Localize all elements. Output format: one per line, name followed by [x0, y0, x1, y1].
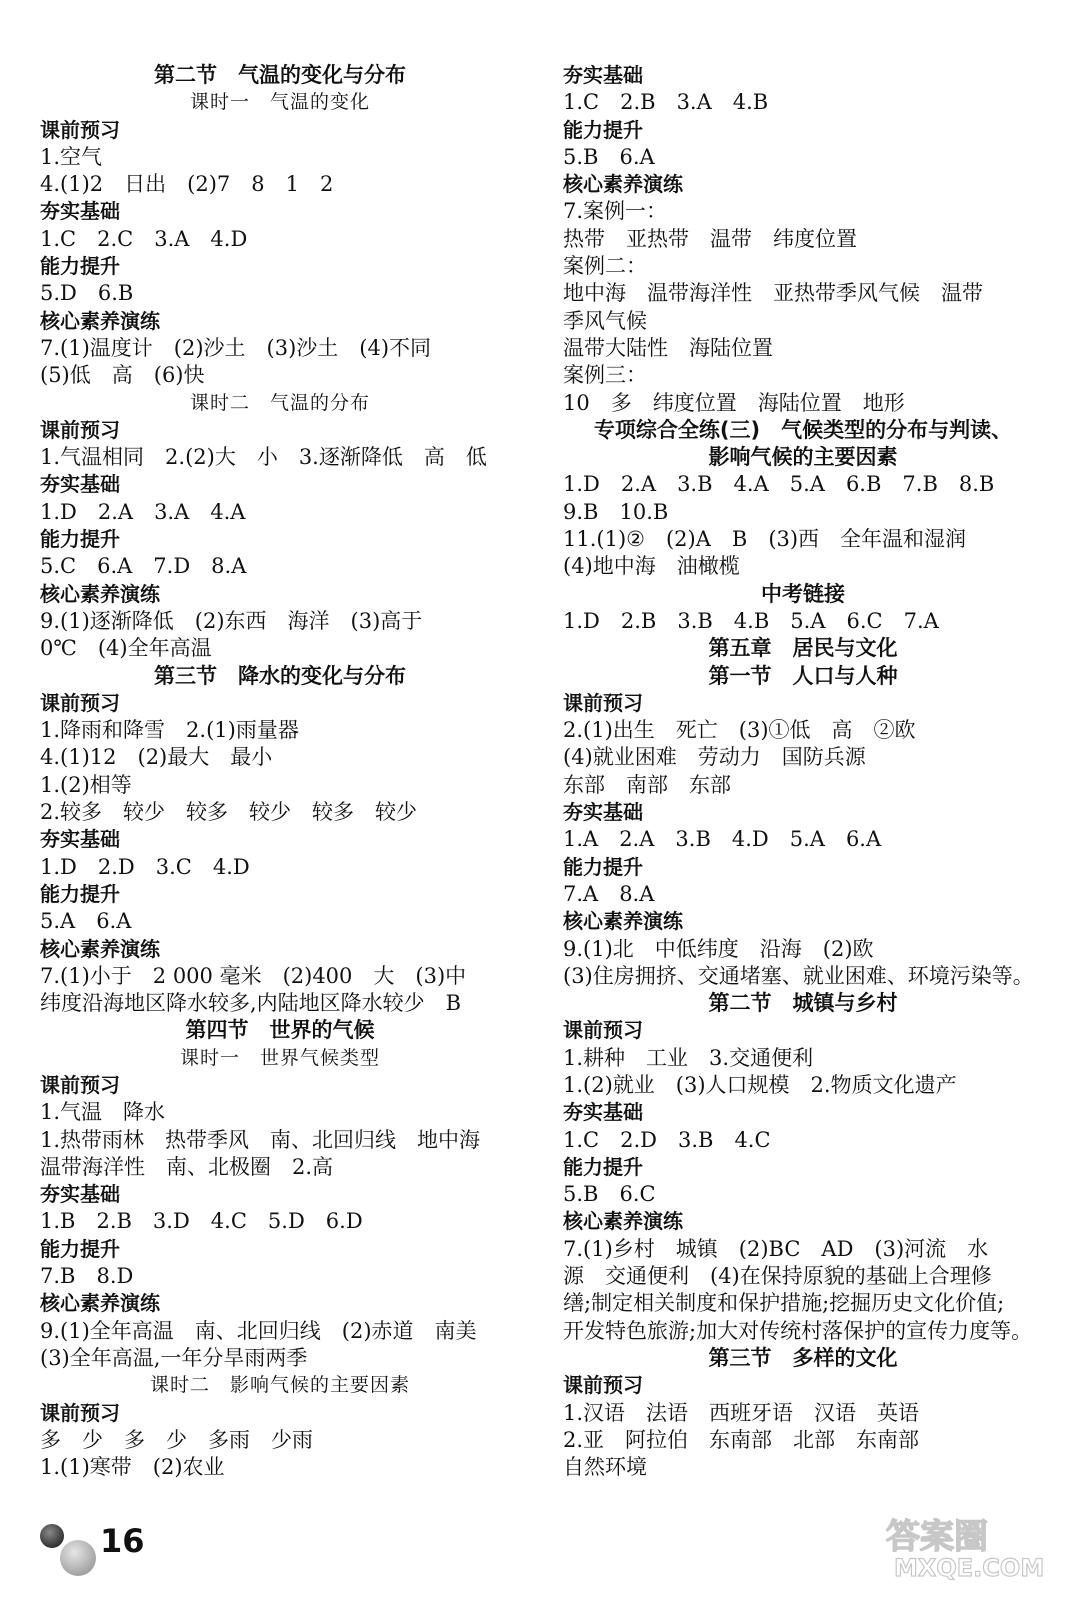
answer-line: 缮;制定相关制度和保护措施;挖掘历史文化价值; — [563, 1291, 1005, 1316]
answer-line: 7.案例一： — [563, 199, 668, 224]
answer-line: 1.B 2.B 3.D 4.C 5.D 6.D — [40, 1209, 363, 1234]
answer-line: 自然环境 — [563, 1455, 647, 1480]
section-heading: 夯实基础 — [40, 1182, 120, 1207]
left-column — [40, 62, 520, 1481]
answer-line: 1.(2)就业 (3)人口规模 2.物质文化遗产 — [563, 1072, 957, 1097]
answer-line: 1.D 2.D 3.C 4.D — [40, 854, 250, 879]
answer-line: 多 少 多 少 多雨 少雨 — [40, 1427, 313, 1452]
answer-line: 2.(1)出生 死亡 (3)①低 高 ②欧 — [563, 718, 916, 743]
answer-line: (3)住房拥挤、交通堵塞、就业困难、环境污染等。 — [563, 963, 1034, 988]
answer-line: 1.(2)相等 — [40, 772, 132, 797]
watermark-text: 答案圈 — [886, 1517, 988, 1557]
answer-line: 5.A 6.A — [40, 909, 132, 934]
answer-line: 1.耕种 工业 3.交通便利 — [563, 1045, 814, 1070]
answer-line: 7.(1)乡村 城镇 (2)BC AD (3)河流 水 — [563, 1236, 989, 1261]
answer-line: 7.A 8.A — [563, 881, 655, 906]
answer-line: 2.亚 阿拉伯 东南部 北部 东南部 — [563, 1427, 920, 1452]
section-heading: 核心素养演练 — [40, 581, 160, 606]
section-heading: 夯实基础 — [563, 1100, 643, 1125]
answer-line: 4.(1)12 (2)最大 最小 — [40, 745, 273, 770]
section-heading: 核心素养演练 — [563, 172, 683, 197]
section-heading: 课前预习 — [40, 690, 120, 715]
section-heading: 能力提升 — [40, 881, 120, 906]
answer-line: 10 多 纬度位置 海陆位置 地形 — [563, 390, 905, 415]
section-heading: 中考链接 — [761, 581, 845, 606]
answer-line: (5)低 高 (6)快 — [40, 363, 205, 388]
section-heading: 课前预习 — [40, 417, 120, 442]
answer-line: (3)全年高温,一年分旱雨两季 — [40, 1345, 308, 1370]
answer-line: (4)就业困难 劳动力 国防兵源 — [563, 745, 866, 770]
answer-line: 温带大陆性 海陆位置 — [563, 335, 773, 360]
answer-line: 9.(1)北 中低纬度 沿海 (2)欧 — [563, 936, 874, 961]
section-heading: 第一节 人口与人种 — [708, 663, 898, 688]
section-heading: 夯实基础 — [563, 800, 643, 825]
answer-line: 1.汉语 法语 西班牙语 汉语 英语 — [563, 1400, 920, 1425]
answer-line: 1.气温相同 2.(2)大 小 3.逐渐降低 高 低 — [40, 445, 487, 470]
section-heading: 课前预习 — [563, 1373, 643, 1398]
answer-line: 5.C 6.A 7.D 8.A — [40, 554, 247, 579]
section-heading: 夯实基础 — [40, 199, 120, 224]
answer-line: 1.气温 降水 — [40, 1100, 166, 1125]
answer-line: 1.C 2.B 3.A 4.B — [563, 90, 769, 115]
page-footer — [40, 1522, 150, 1572]
section-heading: 核心素养演练 — [563, 909, 683, 934]
watermark-url: MXQE.COM — [894, 1554, 1045, 1582]
answer-line: 5.B 6.A — [563, 144, 655, 169]
page-number: 16 — [100, 1522, 145, 1560]
answer-line: (4)地中海 油橄榄 — [563, 554, 740, 579]
section-heading: 第四节 世界的气候 — [185, 1018, 375, 1043]
page-badge-icon — [40, 1524, 64, 1548]
section-heading: 课时二 影响气候的主要因素 — [149, 1374, 410, 1397]
answer-line: 9.(1)逐渐降低 (2)东西 海洋 (3)高于 — [40, 608, 423, 633]
answer-line: 1.降雨和降雪 2.(1)雨量器 — [40, 718, 299, 743]
section-heading: 第三节 多样的文化 — [708, 1345, 898, 1370]
answer-line: 11.(1)② (2)A B (3)西 全年温和湿润 — [563, 527, 967, 552]
answer-line: 东部 南部 东部 — [563, 772, 731, 797]
answer-line: 2.较多 较少 较多 较少 较多 较少 — [40, 800, 418, 825]
section-heading: 专项综合全练(三) 气候类型的分布与判读、 — [593, 417, 1013, 442]
answer-line: 热带 亚热带 温带 纬度位置 — [563, 226, 857, 251]
answer-line: 案例二： — [563, 254, 647, 279]
page-ring-icon — [60, 1540, 96, 1576]
answer-line: 4.(1)2 日出 (2)7 8 1 2 — [40, 172, 334, 197]
section-heading: 课前预习 — [40, 1400, 120, 1425]
section-heading: 能力提升 — [563, 117, 643, 142]
section-heading: 核心素养演练 — [40, 1291, 160, 1316]
section-heading: 能力提升 — [40, 254, 120, 279]
section-heading: 课前预习 — [40, 1072, 120, 1097]
answer-line: 温带海洋性 南、北极圈 2.高 — [40, 1154, 334, 1179]
answer-line: 纬度沿海地区降水较多,内陆地区降水较少 B — [40, 991, 462, 1016]
answer-line: 5.D 6.B — [40, 281, 134, 306]
section-heading: 课时二 气温的分布 — [189, 391, 370, 414]
answer-line: 1.A 2.A 3.B 4.D 5.A 6.A — [563, 827, 882, 852]
answer-line: 1.D 2.A 3.A 4.A — [40, 499, 246, 524]
section-heading: 能力提升 — [563, 854, 643, 879]
answer-line: 1.C 2.C 3.A 4.D — [40, 226, 248, 251]
watermark-logo — [880, 1510, 1055, 1582]
section-heading: 课前预习 — [563, 1018, 643, 1043]
right-column — [563, 62, 1043, 1481]
section-heading: 第三节 降水的变化与分布 — [154, 663, 406, 688]
section-heading: 课时一 世界气候类型 — [179, 1046, 380, 1069]
answer-line: 5.B 6.C — [563, 1182, 656, 1207]
section-heading: 第五章 居民与文化 — [708, 636, 898, 661]
answer-line: 7.(1)小于 2 000 毫米 (2)400 大 (3)中 — [40, 963, 467, 988]
answer-line: 7.(1)温度计 (2)沙土 (3)沙土 (4)不同 — [40, 335, 432, 360]
section-heading: 夯实基础 — [40, 827, 120, 852]
answer-line: 案例三： — [563, 363, 647, 388]
answer-line: 0℃ (4)全年高温 — [40, 636, 212, 661]
answer-line: 源 交通便利 (4)在保持原貌的基础上合理修 — [563, 1264, 992, 1289]
section-heading: 第二节 城镇与乡村 — [708, 991, 898, 1016]
answer-line: 季风气候 — [563, 308, 647, 333]
section-heading: 夯实基础 — [40, 472, 120, 497]
answer-line: 1.空气 — [40, 144, 103, 169]
answer-line: 开发特色旅游;加大对传统村落保护的宣传力度等。 — [563, 1318, 1033, 1343]
answer-line: 1.热带雨林 热带季风 南、北回归线 地中海 — [40, 1127, 481, 1152]
answer-line: 1.(1)寒带 (2)农业 — [40, 1455, 225, 1480]
section-heading: 课前预习 — [40, 117, 120, 142]
answer-line: 7.B 8.D — [40, 1264, 134, 1289]
section-heading: 课时一 气温的变化 — [189, 91, 370, 114]
section-heading: 能力提升 — [40, 527, 120, 552]
answer-line: 1.D 2.B 3.B 4.B 5.A 6.C 7.A — [563, 608, 939, 633]
section-heading: 第二节 气温的变化与分布 — [154, 63, 406, 87]
section-heading: 能力提升 — [563, 1154, 643, 1179]
section-heading: 核心素养演练 — [40, 936, 160, 961]
section-heading: 能力提升 — [40, 1236, 120, 1261]
section-heading: 夯实基础 — [563, 63, 643, 87]
answer-line: 9.(1)全年高温 南、北回归线 (2)赤道 南美 — [40, 1318, 477, 1343]
answer-line: 1.D 2.A 3.B 4.A 5.A 6.B 7.B 8.B — [563, 472, 995, 497]
answer-line: 9.B 10.B — [563, 499, 669, 524]
section-heading: 核心素养演练 — [563, 1209, 683, 1234]
answer-line: 1.C 2.D 3.B 4.C — [563, 1127, 771, 1152]
section-heading: 影响气候的主要因素 — [708, 445, 898, 470]
answer-line: 地中海 温带海洋性 亚热带季风气候 温带 — [563, 281, 983, 306]
section-heading: 课前预习 — [563, 690, 643, 715]
section-heading: 核心素养演练 — [40, 308, 160, 333]
